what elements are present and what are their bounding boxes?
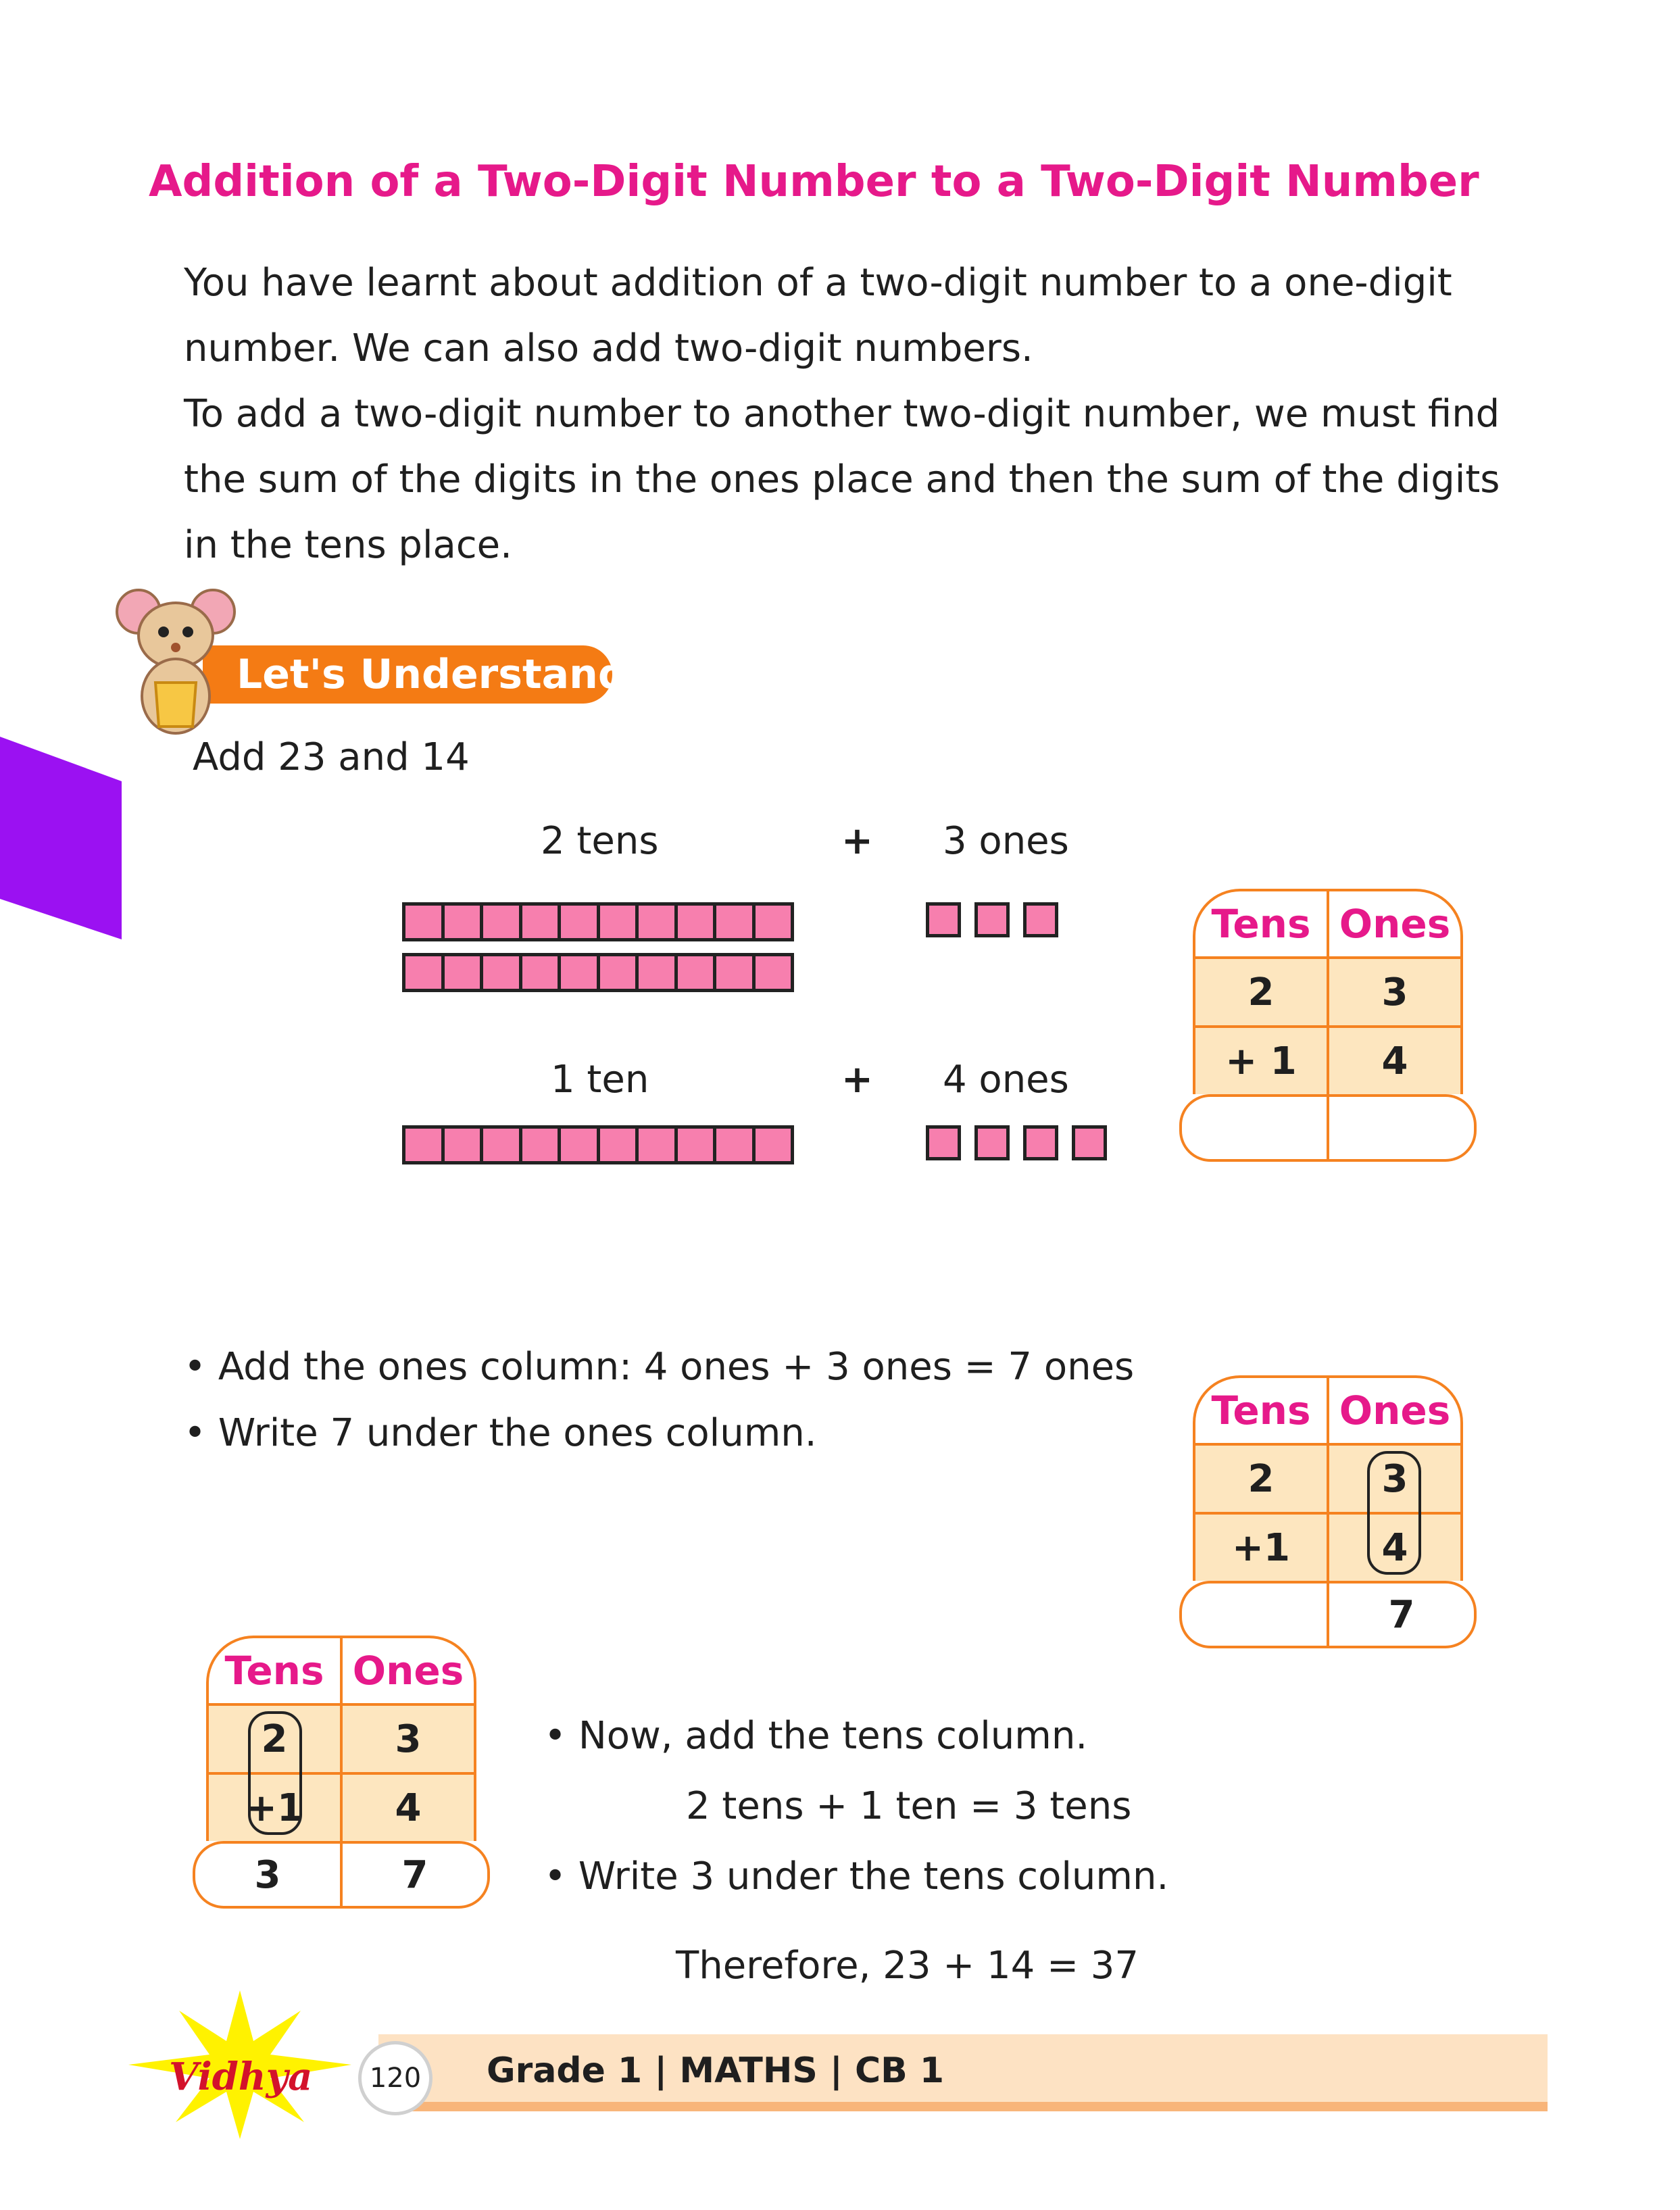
row1-tens-label: 2 tens <box>541 819 659 863</box>
ten-rod <box>402 1125 794 1164</box>
tens-cell: 2 <box>1195 959 1329 1025</box>
table-header <box>1193 889 1463 956</box>
one-cube <box>1023 1125 1058 1160</box>
row2-tens-label: 1 ten <box>551 1058 649 1102</box>
step-bullet: • Write 7 under the ones column. <box>184 1411 817 1455</box>
result-row <box>1179 1094 1477 1162</box>
ten-rod <box>402 953 794 992</box>
row1-ones-label: 3 ones <box>943 819 1069 863</box>
page-number: 120 <box>358 2041 433 2115</box>
row2-ones-label: 4 ones <box>943 1058 1069 1102</box>
intro-line: in the tens place. <box>184 523 512 567</box>
ten-rod <box>402 902 794 941</box>
ones-header: Ones <box>352 1648 464 1694</box>
intro-paragraph <box>184 250 1569 578</box>
tens-cell: 2 <box>1195 1446 1329 1512</box>
intro-line: the sum of the digits in the ones place and then the sum of the digits <box>184 458 1500 501</box>
one-cube <box>974 902 1010 937</box>
plus-sign: + <box>841 819 873 863</box>
result-tens-cell <box>1182 1583 1329 1646</box>
plus-sign: + <box>245 1786 277 1830</box>
result-row <box>193 1841 490 1909</box>
ones-cell: 4 <box>395 1786 422 1830</box>
conclusion: Therefore, 23 + 14 = 37 <box>676 1944 1139 1988</box>
question: Add 23 and 14 <box>193 735 470 779</box>
logo-text: Vidhya <box>169 2055 313 2099</box>
intro-line: number. We can also add two-digit numbers. <box>184 326 1033 370</box>
ones-cell: 3 <box>395 1717 422 1761</box>
ones-cubes <box>926 902 1058 937</box>
tens-header: Tens <box>1195 891 1329 956</box>
table-row <box>1193 956 1463 1025</box>
one-cube <box>1023 902 1058 937</box>
tens-header: Tens <box>1195 1378 1329 1443</box>
table-header <box>1193 1375 1463 1443</box>
result-ones-cell <box>1329 1097 1474 1159</box>
step-equation: 2 tens + 1 ten = 3 tens <box>686 1784 1132 1828</box>
table-row <box>1193 1443 1463 1512</box>
page-title: Addition of a Two-Digit Number to a Two-Digit Number <box>149 157 1479 207</box>
place-value-table-2 <box>1193 1375 1463 1648</box>
intro-line: You have learnt about addition of a two-digit number to a one-digit <box>184 261 1452 305</box>
ones-header: Ones <box>1339 901 1451 947</box>
ones-cell: 3 <box>1381 970 1408 1014</box>
ones-cubes <box>926 1125 1107 1160</box>
table-row <box>206 1772 476 1841</box>
ones-cell: 4 <box>1381 1525 1408 1570</box>
ones-column-highlight <box>1367 1451 1421 1575</box>
one-cube <box>926 902 961 937</box>
tens-cell: +1 <box>1195 1515 1329 1581</box>
ones-header: Ones <box>1339 1388 1451 1433</box>
tens-digit: 1 <box>276 1786 303 1830</box>
side-tab <box>0 737 122 939</box>
footer-text: Grade 1 | MATHS | CB 1 <box>487 2051 945 2091</box>
place-value-table-3 <box>206 1636 476 1909</box>
intro-line: To add a two-digit number to another two-digit number, we must find <box>184 392 1500 436</box>
one-cube <box>1072 1125 1107 1160</box>
step-bullet: • Add the ones column: 4 ones + 3 ones = 7 ones <box>184 1345 1135 1389</box>
result-tens-cell <box>1182 1097 1329 1159</box>
table-row <box>1193 1512 1463 1581</box>
ones-cell: 3 <box>1381 1456 1408 1501</box>
result-tens-cell: 3 <box>195 1844 343 1906</box>
tens-header: Tens <box>209 1638 343 1703</box>
place-value-table-1 <box>1193 889 1463 1162</box>
result-ones-cell: 7 <box>1388 1592 1415 1637</box>
lets-understand-banner: Let's Understand <box>203 645 612 704</box>
tens-cell: 2 <box>209 1706 343 1772</box>
table-header <box>206 1636 476 1703</box>
tens-column-highlight <box>248 1711 302 1835</box>
ones-cell: 4 <box>1381 1039 1408 1083</box>
table-row <box>206 1703 476 1772</box>
plus-sign: + <box>841 1058 873 1102</box>
mouse-mascot-icon <box>115 581 237 743</box>
step-bullet: • Write 3 under the tens column. <box>544 1855 1169 1898</box>
result-ones-cell: 7 <box>401 1852 428 1897</box>
step-bullet: • Now, add the tens column. <box>544 1714 1088 1758</box>
table-row <box>1193 1025 1463 1094</box>
result-row <box>1179 1581 1477 1648</box>
one-cube <box>926 1125 961 1160</box>
tens-cell: + 1 <box>1195 1028 1329 1094</box>
one-cube <box>974 1125 1010 1160</box>
